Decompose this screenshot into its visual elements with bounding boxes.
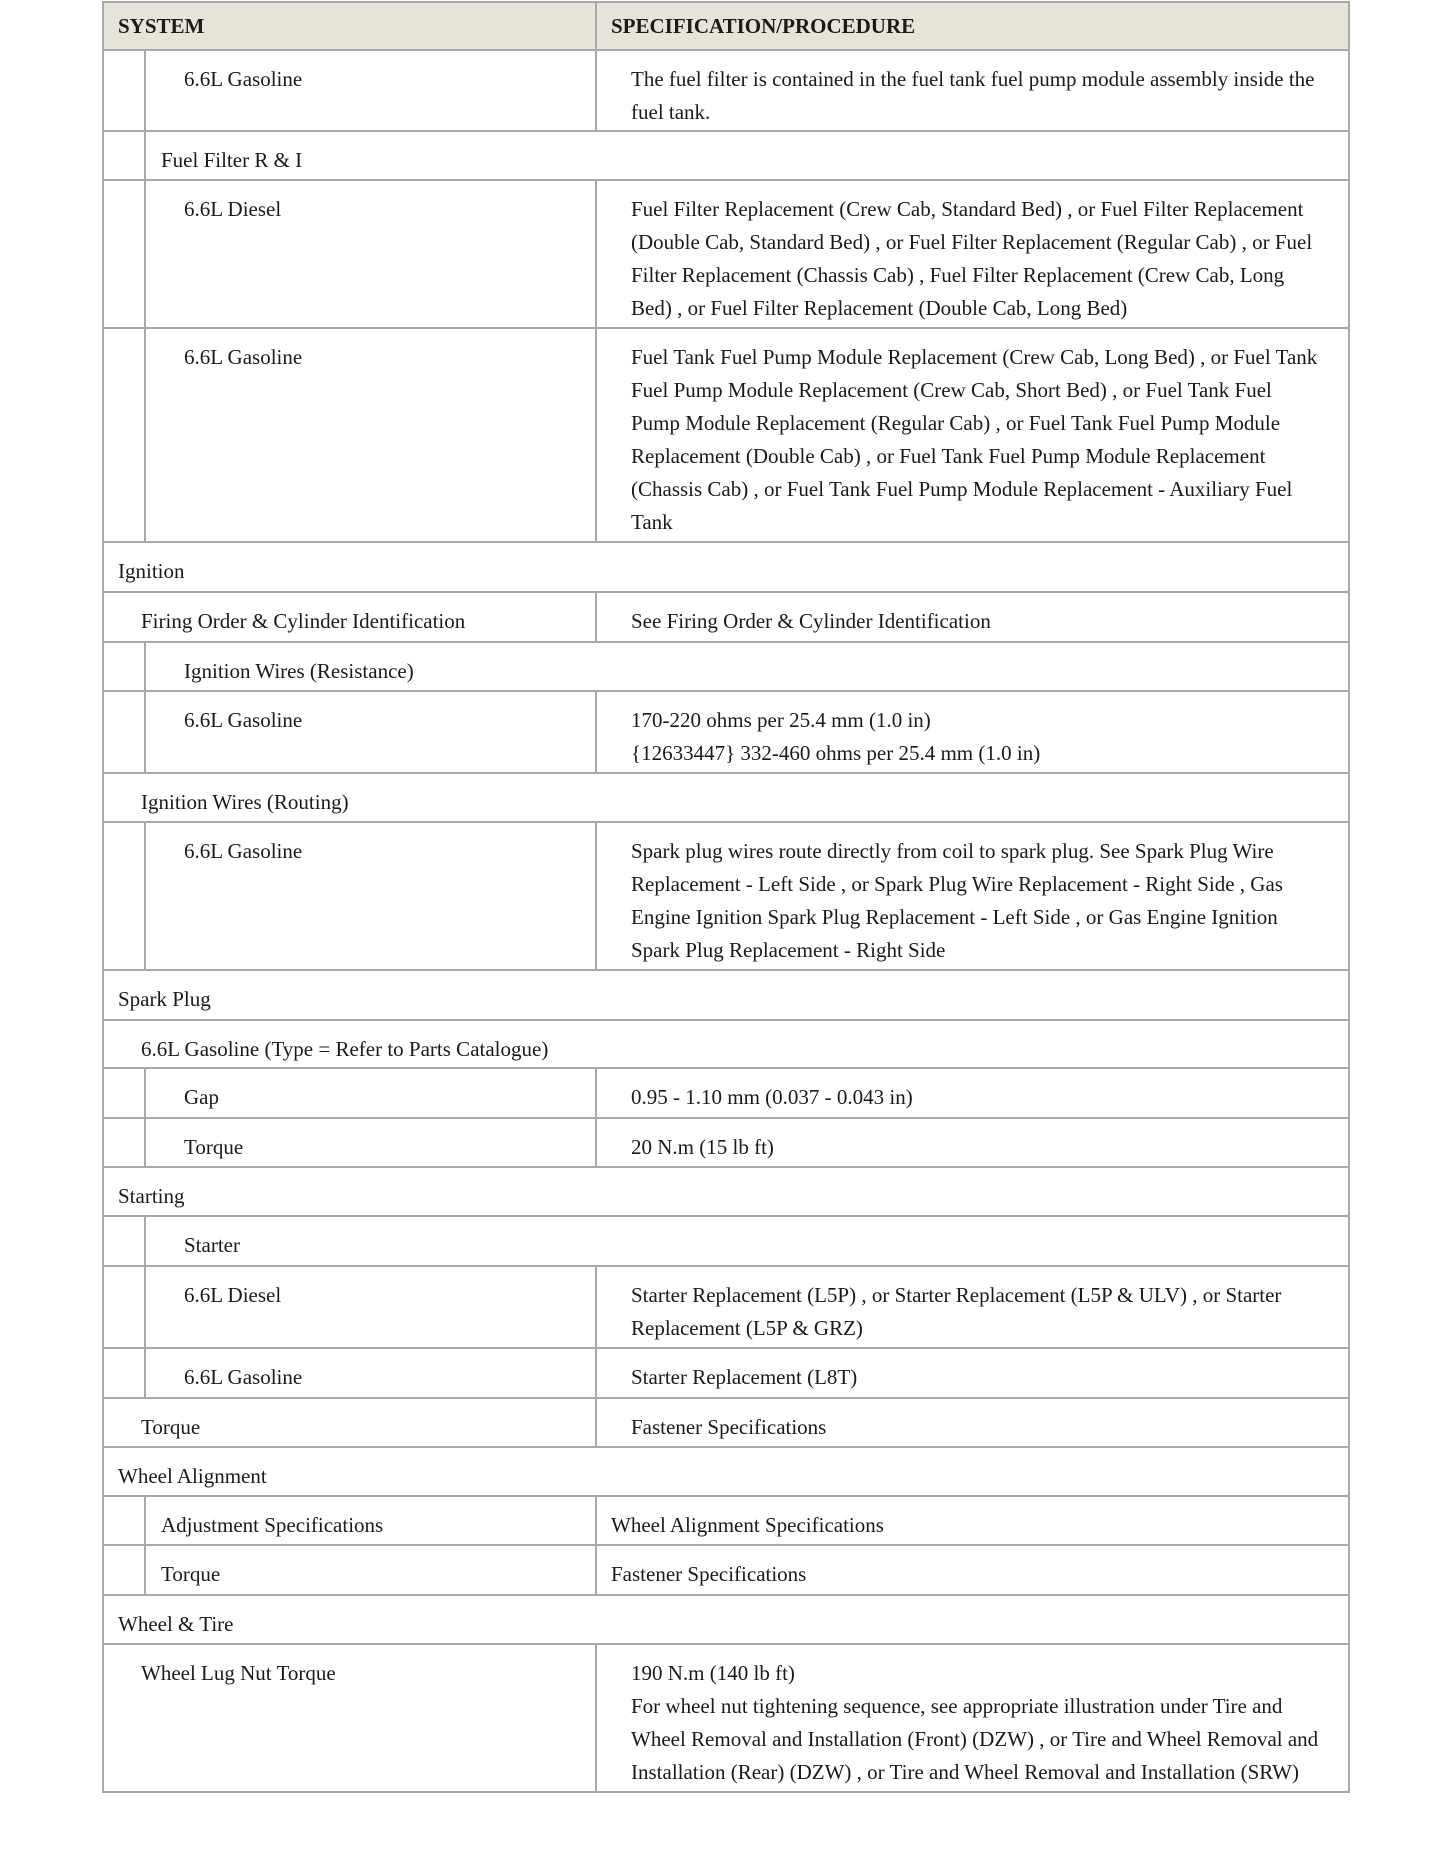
spec-line: 190 N.m (140 lb ft) [631,1661,795,1685]
spec-line: (Double Cab, Standard Bed) , or Fuel Filter Replacement (Regular Cab) , or Fuel [631,230,1313,254]
table-row [102,1497,1350,1546]
system-cell: Torque [141,1415,201,1439]
spec-line: Fastener Specifications [631,1415,827,1439]
spec-line: Bed) , or Fuel Filter Replacement (Double Cab, Long Bed) [631,296,1128,320]
spec-line: Starter Replacement (L8T) [631,1365,858,1389]
table-row [102,774,1350,823]
spec-line: Wheel Alignment Specifications [611,1513,884,1537]
spec-line: Engine Ignition Spark Plug Replacement - Left Side , or Gas Engine Ignition [631,905,1278,929]
spec-cell [631,704,1336,772]
indent-divider [144,692,146,772]
table-row [102,643,1350,692]
system-cell: Wheel & Tire [118,1612,234,1636]
spec-line: The fuel filter is contained in the fuel tank fuel pump module assembly inside the [631,67,1315,91]
system-cell: Firing Order & Cylinder Identification [141,609,466,633]
spec-cell [631,1081,1336,1117]
system-cell: Ignition Wires (Routing) [141,790,349,814]
spec-cell [611,1509,1336,1544]
column-divider [595,1267,597,1347]
table-row [102,1399,1350,1448]
column-divider [595,823,597,969]
system-cell: 6.6L Gasoline [184,1365,303,1389]
table-row [102,823,1350,971]
system-cell: Torque [161,1562,221,1586]
spec-cell [631,193,1336,327]
spec-line: Replacement (L5P & GRZ) [631,1316,863,1340]
system-cell: Spark Plug [118,987,211,1011]
spec-line: See Firing Order & Cylinder Identification [631,609,991,633]
table-row [102,181,1350,329]
header-system: SYSTEM [118,14,205,38]
header-spec: SPECIFICATION/PROCEDURE [611,14,916,38]
column-divider [595,1119,597,1166]
indent-divider [144,1546,146,1594]
system-cell: 6.6L Gasoline (Type = Refer to Parts Catalogue) [141,1037,549,1061]
spec-cell [611,1558,1336,1594]
indent-divider [144,1349,146,1397]
spec-line: Spark plug wires route directly from coil to spark plug. See Spark Plug Wire [631,839,1274,863]
system-cell: 6.6L Diesel [184,197,282,221]
table-row [102,1069,1350,1119]
column-divider [595,593,597,641]
spec-cell [631,835,1336,969]
table-row [102,1448,1350,1497]
column-divider [595,692,597,772]
table-row [102,1645,1350,1793]
indent-divider [144,51,146,130]
spec-cell [631,1411,1336,1446]
column-divider [595,181,597,327]
spec-line: 0.95 - 1.10 mm (0.037 - 0.043 in) [631,1085,913,1109]
system-cell: 6.6L Gasoline [184,345,303,369]
spec-line: Pump Module Replacement (Regular Cab) , or Fuel Tank Fuel Pump Module [631,411,1281,435]
indent-divider [144,181,146,327]
spec-line: {12633447} 332-460 ohms per 25.4 mm (1.0 in) [631,741,1041,765]
table-row [102,1217,1350,1267]
column-divider [595,1399,597,1446]
indent-divider [144,132,146,179]
table-row [102,1349,1350,1399]
spec-line: Spark Plug Replacement - Right Side [631,938,946,962]
table-row [102,1596,1350,1645]
system-cell: Ignition [118,559,185,583]
spec-line: Fuel Pump Module Replacement (Crew Cab, Short Bed) , or Fuel Tank Fuel [631,378,1272,402]
spec-table [102,1,1350,1793]
spec-line: For wheel nut tightening sequence, see appropriate illustration under Tire and [631,1694,1283,1718]
table-row [102,329,1350,543]
indent-divider [144,1497,146,1544]
table-row [102,132,1350,181]
table-row [102,1021,1350,1069]
spec-line: Fuel Filter Replacement (Crew Cab, Standard Bed) , or Fuel Filter Replacement [631,197,1304,221]
table-row [102,543,1350,593]
indent-divider [144,1267,146,1347]
spec-cell [631,63,1336,130]
indent-divider [144,1119,146,1166]
system-cell: Ignition Wires (Resistance) [184,659,414,683]
spec-cell [631,341,1336,541]
spec-line: Wheel Removal and Installation (Front) (DZW) , or Tire and Wheel Removal and [631,1727,1319,1751]
spec-line: fuel tank. [631,100,711,124]
system-cell: Wheel Alignment [118,1464,267,1488]
system-cell: Adjustment Specifications [161,1513,384,1537]
table-header-row [102,1,1350,51]
system-cell: 6.6L Diesel [184,1283,282,1307]
table-row [102,1267,1350,1349]
table-row [102,1168,1350,1217]
spec-line: Tank [631,510,673,534]
column-divider [595,1349,597,1397]
spec-line: (Chassis Cab) , or Fuel Tank Fuel Pump Module Replacement - Auxiliary Fuel [631,477,1293,501]
column-divider [595,1497,597,1544]
table-row [102,1546,1350,1596]
spec-line: Installation (Rear) (DZW) , or Tire and Wheel Removal and Installation (SRW) [631,1760,1299,1784]
system-cell: Gap [184,1085,219,1109]
spec-cell [631,1657,1336,1791]
column-divider [595,329,597,541]
column-divider [595,51,597,130]
spec-line: Fastener Specifications [611,1562,807,1586]
indent-divider [144,1069,146,1117]
system-cell: Wheel Lug Nut Torque [141,1661,336,1685]
spec-line: Replacement - Left Side , or Spark Plug Wire Replacement - Right Side , Gas [631,872,1283,896]
spec-cell [631,1361,1336,1397]
spec-line: 170-220 ohms per 25.4 mm (1.0 in) [631,708,931,732]
spec-line: Filter Replacement (Chassis Cab) , Fuel Filter Replacement (Crew Cab, Long [631,263,1285,287]
table-row [102,593,1350,643]
indent-divider [144,1217,146,1265]
system-cell: 6.6L Gasoline [184,67,303,91]
column-divider [595,1069,597,1117]
system-cell: 6.6L Gasoline [184,839,303,863]
table-row [102,692,1350,774]
table-row [102,51,1350,132]
spec-line: Replacement (Double Cab) , or Fuel Tank Fuel Pump Module Replacement [631,444,1266,468]
indent-divider [144,329,146,541]
table-row [102,1119,1350,1168]
spec-line: Fuel Tank Fuel Pump Module Replacement (Crew Cab, Long Bed) , or Fuel Tank [631,345,1318,369]
spec-line: Starter Replacement (L5P) , or Starter Replacement (L5P & ULV) , or Starter [631,1283,1282,1307]
system-cell: 6.6L Gasoline [184,708,303,732]
system-cell: Starting [118,1184,185,1208]
table-row [102,971,1350,1021]
spec-cell [631,605,1336,641]
column-divider [595,1546,597,1594]
indent-divider [144,823,146,969]
spec-cell [631,1279,1336,1347]
indent-divider [144,643,146,690]
system-cell: Torque [184,1135,244,1159]
system-cell: Starter [184,1233,240,1257]
column-divider [595,1645,597,1791]
system-cell: Fuel Filter R & I [161,148,303,172]
spec-cell [631,1131,1336,1166]
spec-line: 20 N.m (15 lb ft) [631,1135,774,1159]
column-divider [595,3,597,49]
